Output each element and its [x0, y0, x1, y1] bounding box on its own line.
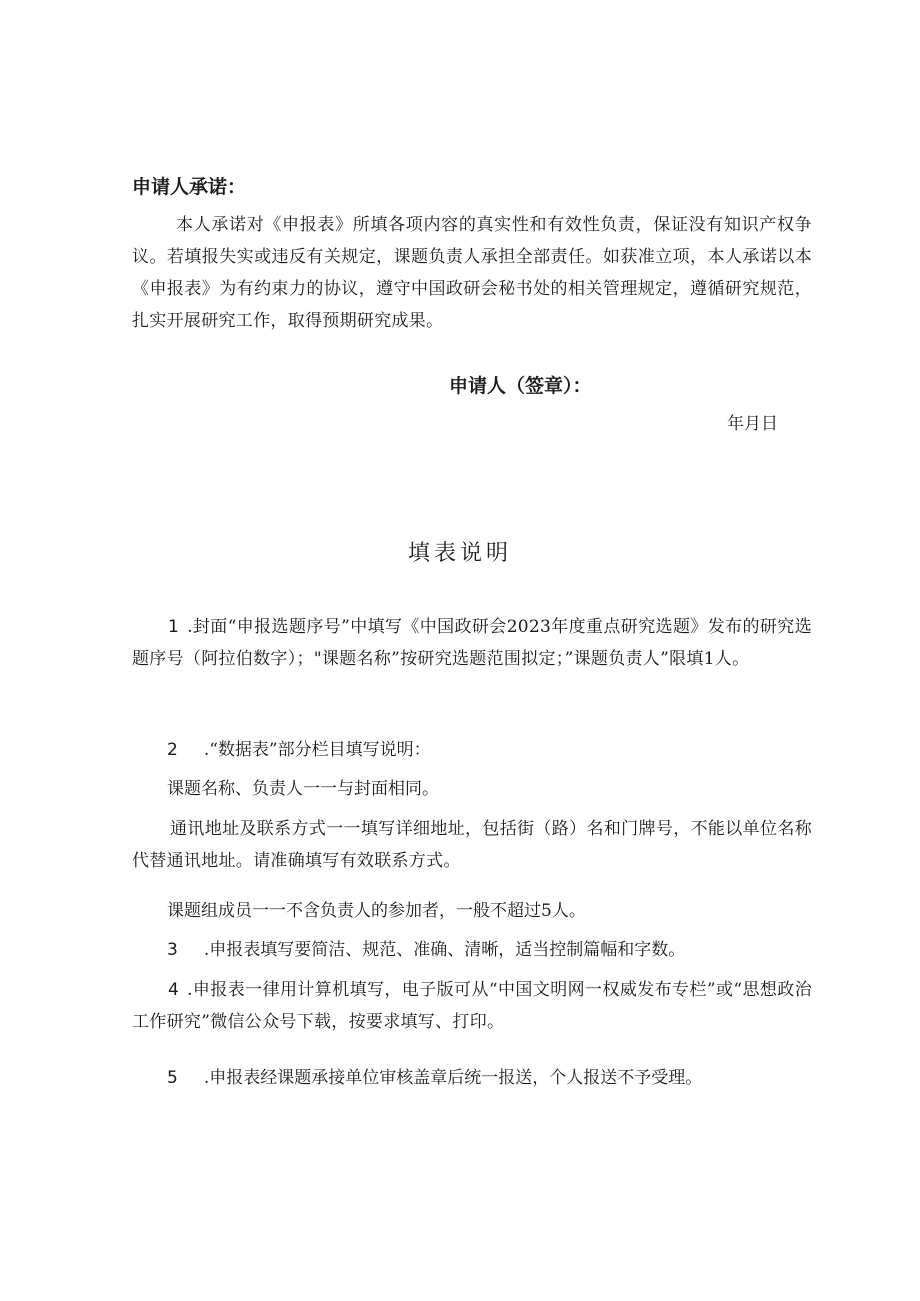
- signature-label: 申请人（签章）：: [449, 375, 592, 397]
- instruction-item-5: [167, 1062, 702, 1094]
- commitment-body: 本人承诺对《申报表》所填各项内容的真实性和有效性负责，保证没有知识产权争议。若填报失实或违反有关规定，课题负责人承担全部责任。如获准立项，本人承诺以本《申报表》为有约束力的协议，遵守中国政研会秘书处的相关管理规定，遵循研究规范，扎实开展研究工作，取得预期研究成果。: [132, 215, 812, 331]
- item-2-sub-1: 课题名称、负责人一一与封面相同。: [167, 779, 439, 799]
- item-5-number: 5: [167, 1068, 178, 1088]
- instruction-item-1: [132, 611, 812, 675]
- item-3-number: 3: [167, 940, 178, 960]
- item-1-number: 1: [168, 617, 180, 637]
- date-label: 年月日: [727, 414, 778, 434]
- instructions-title: 填表说明: [407, 541, 512, 566]
- item-2-text: .“数据表”部分栏目填写说明：: [203, 740, 431, 760]
- item-4-text: .申报表一律用计算机填写，电子版可从“中国文明网一权威发布专栏”或“思想政治工作研究”微信公众号下载，按要求填写、打印。: [132, 980, 812, 1032]
- item-3-text: .申报表填写要简洁、规范、准确、清晰，适当控制篇幅和字数。: [203, 940, 686, 960]
- item-2-sub-2: 通讯地址及联系方式一一填写详细地址，包括街（路）名和门牌号，不能以单位名称代替通讯地址。请准确填写有效联系方式。: [132, 819, 812, 871]
- item-1-text: .封面“申报选题序号”中填写《中国政研会2023年度重点研究选题》发布的研究选题序号（阿拉伯数字）；"课题名称”按研究选题范围拟定；”课题负责人”限填1人。: [132, 617, 812, 669]
- instruction-item-4: [132, 974, 812, 1038]
- item-5-text: .申报表经课题承接单位审核盖章后统一报送，个人报送不予受理。: [203, 1068, 703, 1088]
- instruction-item-2: [167, 734, 431, 766]
- item-2-number: 2: [167, 740, 178, 760]
- item-4-number: 4: [168, 980, 180, 1000]
- instruction-item-3: [167, 934, 685, 966]
- commitment-heading: 申请人承诺：: [132, 176, 247, 198]
- item-2-sub-3: 课题组成员一一不含负责人的参加者，一般不超过5人。: [167, 901, 586, 921]
